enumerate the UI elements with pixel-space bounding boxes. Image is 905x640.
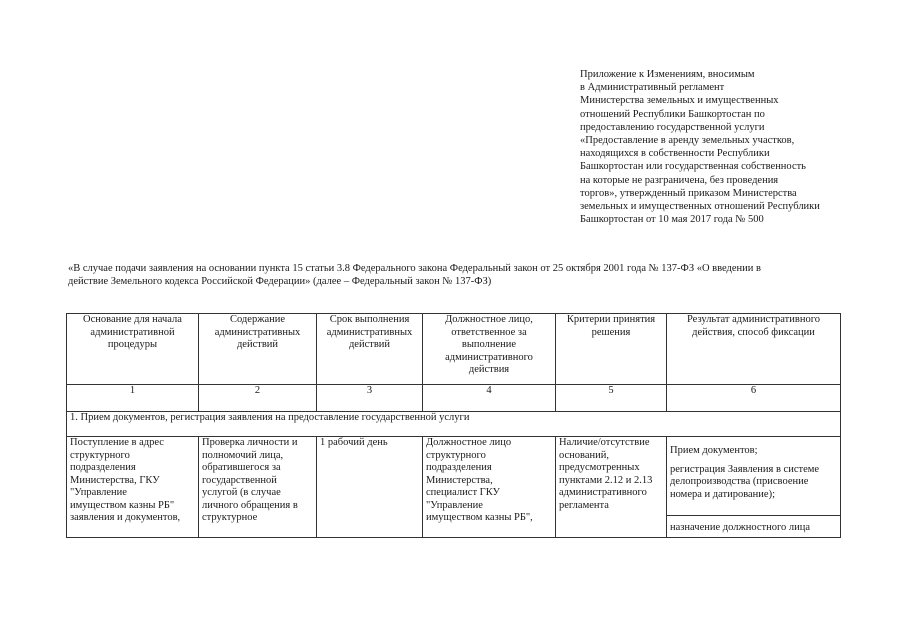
cell-criteria: Наличие/отсутствие оснований, предусмотренных пунктами 2.12 и 2.13 административного регламента bbox=[556, 437, 667, 538]
cell-basis: Поступление в адрес структурного подразделения Министерства, ГКУ "Управление имуществом казны РБ" заявления и документов, bbox=[67, 437, 199, 538]
appendix-line: предоставлению государственной услуги bbox=[580, 121, 765, 133]
header-cell-basis: Основание для начала административной процедуры bbox=[67, 314, 199, 385]
header-cell-term: Срок выполнения административных действий bbox=[317, 314, 423, 385]
appendix-line: земельных и имущественных отношений Республики bbox=[580, 201, 820, 213]
appendix-line: находящихся в собственности Республики bbox=[580, 148, 770, 160]
cell-content: Проверка личности и полномочий лица, обратившегося за государственной услугой (в случае личного обращения в структурное bbox=[199, 437, 317, 538]
appendix-line: Приложение к Изменениям, вносимым bbox=[580, 69, 755, 80]
appendix-line: отношений Республики Башкортостан по bbox=[580, 108, 765, 120]
cell-result bbox=[667, 437, 841, 538]
result-assignment: назначение должностного лица bbox=[667, 515, 840, 535]
column-number: 4 bbox=[423, 385, 556, 412]
section-title: 1. Прием документов, регистрация заявления на предоставление государственной услуги bbox=[67, 412, 841, 437]
column-number-row bbox=[67, 385, 841, 412]
column-number: 6 bbox=[667, 385, 841, 412]
appendix-line: торгов», утвержденный приказом Министерства bbox=[580, 187, 797, 199]
appendix-line: в Административный регламент bbox=[580, 82, 725, 94]
intro-line: действие Земельного кодекса Российской Федерации» (далее – Федеральный закон № 137-ФЗ) bbox=[68, 276, 492, 287]
appendix-line: на которые не разграничена, без проведения bbox=[580, 174, 779, 186]
appendix-line: «Предоставление в аренду земельных участков, bbox=[580, 135, 795, 147]
table-row bbox=[67, 437, 841, 538]
header-cell-content: Содержание административных действий bbox=[199, 314, 317, 385]
intro-line: «В случае подачи заявления на основании пункта 15 статьи 3.8 Федерального закона Федеральный закон от 25 октября 2001 года № 137-ФЗ «О введении в bbox=[68, 263, 761, 274]
column-number: 2 bbox=[199, 385, 317, 412]
table-header-row bbox=[67, 314, 841, 385]
appendix-note bbox=[580, 68, 880, 226]
appendix-line: Башкортостан от 10 мая 2017 года № 500 bbox=[580, 214, 764, 226]
procedure-table bbox=[66, 313, 841, 538]
cell-term: 1 рабочий день bbox=[317, 437, 423, 538]
column-number: 1 bbox=[67, 385, 199, 412]
header-cell-criteria: Критерии принятия решения bbox=[556, 314, 667, 385]
column-number: 5 bbox=[556, 385, 667, 412]
header-cell-official: Должностное лицо, ответственное за выполнение административного действия bbox=[423, 314, 556, 385]
intro-paragraph bbox=[68, 262, 868, 288]
appendix-line: Башкортостан или государственная собственность bbox=[580, 161, 806, 173]
section-row bbox=[67, 412, 841, 437]
header-cell-result: Результат административного действия, способ фиксации bbox=[667, 314, 841, 385]
cell-official: Должностное лицо структурного подразделения Министерства, специалист ГКУ "Управление имуществом казны РБ", bbox=[423, 437, 556, 538]
appendix-line: Министерства земельных и имущественных bbox=[580, 95, 779, 107]
result-registration: Прием документов; регистрация Заявления в системе делопроизводства (присвоение номера и датирование); bbox=[670, 445, 820, 500]
column-number: 3 bbox=[317, 385, 423, 412]
